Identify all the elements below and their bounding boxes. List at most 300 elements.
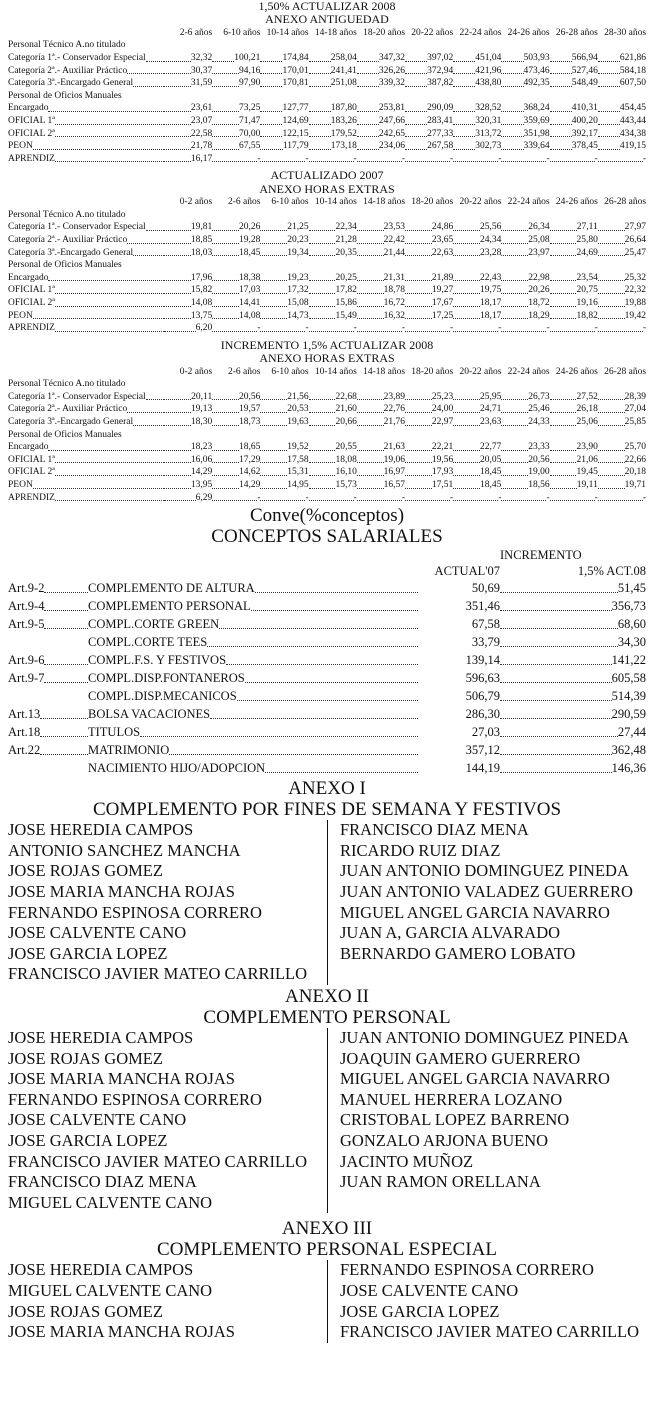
act08-value-cell (500, 687, 646, 705)
cell-value: 17,32 (287, 285, 309, 296)
row-label: Categoría 3ª.-Encargado General (8, 78, 134, 89)
cell-value: 23,90 (576, 442, 598, 453)
cell-value: - (305, 492, 309, 503)
anexo3-title: ANEXO III (281, 1218, 373, 1240)
value-cell (309, 284, 357, 297)
actual-value: 144,19 (465, 761, 500, 776)
cell-value: 25,85 (624, 417, 647, 428)
column-header-label: 26-28 años (555, 27, 598, 38)
value-cell (405, 454, 453, 467)
column-header-label: 22-24 años (507, 366, 550, 377)
cell-value: - (450, 492, 454, 503)
value-cell (453, 322, 501, 335)
section-heading: Personal Técnico A.no titulado (8, 40, 126, 51)
concepts-table (8, 547, 646, 777)
cell-value: 14,08 (239, 310, 261, 321)
concept-name: COMPL.DISP.MECANICOS (88, 689, 237, 704)
cell-value: 16,10 (335, 467, 357, 478)
row-label-cell (8, 466, 164, 479)
value-cell (309, 454, 357, 467)
employee-name: JOSE CALVENTE CANO (8, 1110, 187, 1130)
cell-value: - (498, 323, 502, 334)
value-cell (212, 102, 260, 115)
column-header-label: 18-20 años (411, 366, 454, 377)
cell-value: 359,69 (523, 116, 550, 127)
table-row (8, 441, 646, 454)
cell-value: 25,80 (576, 235, 598, 246)
table-row (8, 52, 646, 65)
cell-value: 451,04 (475, 53, 502, 64)
table-row (8, 492, 646, 505)
cell-value: - (594, 323, 598, 334)
column-header-label: 10-14 años (314, 197, 357, 208)
table-row (8, 140, 646, 153)
cell-value: 15,49 (335, 310, 357, 321)
concept-row (8, 741, 646, 759)
cell-value: 18,85 (190, 235, 213, 246)
employee-name: JOSE MARIA MANCHA ROJAS (8, 1322, 235, 1342)
column-header (212, 27, 260, 40)
actual-value: 33,79 (471, 635, 500, 650)
cell-value: 20,23 (287, 235, 309, 246)
value-cell (260, 284, 308, 297)
cell-value: - (305, 323, 309, 334)
value-cell (260, 247, 308, 260)
concept-name-cell (88, 579, 418, 597)
value-cell (164, 153, 212, 166)
concept-name: BOLSA VACACIONES (88, 707, 211, 722)
col-actual-header: ACTUAL'07 (434, 564, 500, 579)
cell-value: 97,90 (239, 78, 261, 89)
value-cell (260, 140, 308, 153)
cell-value: 17,29 (239, 454, 261, 465)
cell-value: - (594, 153, 598, 164)
employee-name: JOSE CALVENTE CANO (340, 1281, 519, 1301)
anexo1-title: ANEXO I (288, 778, 366, 800)
table-row (8, 128, 646, 141)
column-header-label: 26-28 años (604, 366, 647, 377)
concept-name-cell (88, 741, 418, 759)
value-cell (164, 454, 212, 467)
cell-value: 67,55 (239, 141, 261, 152)
cell-value: 378,45 (571, 141, 598, 152)
article-label: Art.9-6 (8, 653, 45, 668)
value-cell (357, 128, 405, 141)
column-header-label: 26-28 años (604, 197, 647, 208)
table-row (8, 247, 646, 260)
actual-value-cell (418, 597, 500, 615)
value-cell (501, 115, 549, 128)
value-cell (453, 221, 501, 234)
value-cell (550, 441, 598, 454)
cell-value: 20,56 (239, 391, 261, 402)
row-label: OFICIAL 2ª (8, 298, 55, 309)
value-cell (550, 391, 598, 404)
value-cell (598, 466, 646, 479)
cell-value: 241,41 (330, 65, 357, 76)
cell-value: 20,53 (287, 404, 309, 415)
value-cell (453, 140, 501, 153)
value-cell (453, 284, 501, 297)
cell-value: 18,23 (190, 442, 213, 453)
section-heading: Personal de Oficios Manuales (8, 429, 122, 440)
value-cell (453, 416, 501, 429)
value-cell (357, 479, 405, 492)
value-cell (260, 391, 308, 404)
value-cell (501, 322, 549, 335)
cell-value: 19,52 (287, 442, 309, 453)
value-cell (164, 77, 212, 90)
actual-value: 357,12 (465, 743, 500, 758)
employee-name: FRANCISCO JAVIER MATEO CARRILLO (340, 1322, 640, 1342)
concept-row (8, 651, 646, 669)
value-cell (164, 221, 212, 234)
article-cell (8, 723, 88, 741)
act08-value: 356,73 (611, 599, 646, 614)
cell-value: 339,64 (523, 141, 550, 152)
value-cell (357, 403, 405, 416)
employee-name: GONZALO ARJONA BUENO (340, 1131, 549, 1151)
value-cell (309, 102, 357, 115)
table1-title: 1,50% ACTUALIZAR 2008 (258, 0, 396, 13)
cell-value: 21,31 (383, 272, 406, 283)
value-cell (453, 391, 501, 404)
value-cell (260, 153, 308, 166)
cell-value: 21,60 (335, 404, 357, 415)
value-cell (453, 52, 501, 65)
value-cell (405, 221, 453, 234)
cell-value: 18,08 (335, 454, 357, 465)
anexo2-title: ANEXO II (285, 986, 369, 1008)
cell-value: 434,38 (619, 128, 647, 139)
cell-value: 17,25 (431, 310, 454, 321)
cell-value: - (450, 153, 454, 164)
value-cell (453, 65, 501, 78)
cell-value: 17,93 (431, 467, 454, 478)
employee-name: JOSE MARIA MANCHA ROJAS (8, 882, 235, 902)
table-header-row (8, 366, 646, 379)
cell-value: 20,25 (335, 272, 357, 283)
act08-value: 514,39 (611, 689, 646, 704)
value-cell (164, 284, 212, 297)
actual-value-cell (418, 687, 500, 705)
cell-value: 16,06 (190, 454, 213, 465)
cell-value: - (642, 492, 647, 503)
column-header-label: 24-26 años (555, 366, 598, 377)
value-cell (212, 322, 260, 335)
cell-value: - (546, 492, 550, 503)
cell-value: - (401, 153, 406, 164)
value-cell (501, 247, 549, 260)
value-cell (550, 102, 598, 115)
value-cell (405, 140, 453, 153)
row-label-cell (8, 403, 164, 416)
cell-value: - (401, 323, 406, 334)
value-cell (357, 416, 405, 429)
value-cell (260, 322, 308, 335)
value-cell (260, 52, 308, 65)
cell-value: 351,98 (523, 128, 550, 139)
value-cell (598, 221, 646, 234)
cell-value: 31,59 (190, 78, 213, 89)
column-header (164, 27, 212, 40)
cell-value: 22,66 (624, 454, 647, 465)
actual-value: 286,30 (465, 707, 500, 722)
employee-name: JOSE HEREDIA CAMPOS (8, 820, 194, 840)
act08-value-cell (500, 597, 646, 615)
left-name-column (8, 1028, 327, 1213)
value-cell (260, 102, 308, 115)
act08-value: 605,58 (611, 671, 646, 686)
employee-name: JOSE ROJAS GOMEZ (8, 861, 163, 881)
cell-value: 326,26 (378, 65, 406, 76)
act08-value: 34,30 (617, 635, 646, 650)
cell-value: 17,51 (431, 480, 454, 491)
cell-value: 267,58 (427, 141, 454, 152)
value-cell (405, 310, 453, 323)
cell-value: 253,81 (378, 103, 406, 114)
value-cell (212, 492, 260, 505)
cell-value: 20,11 (191, 391, 213, 402)
employee-name: JOSE ROJAS GOMEZ (8, 1048, 163, 1068)
value-cell (260, 65, 308, 78)
row-label: Categoría 2ª.- Auxiliar Práctico (8, 235, 128, 246)
table-row (8, 310, 646, 323)
value-cell (501, 441, 549, 454)
table-row (8, 77, 646, 90)
value-cell (260, 297, 308, 310)
value-cell (309, 77, 357, 90)
cell-value: 14,95 (287, 480, 309, 491)
row-label-cell (8, 284, 164, 297)
cell-value: 25,08 (528, 235, 550, 246)
column-header-label: 24-26 años (555, 197, 598, 208)
value-cell (212, 234, 260, 247)
cell-value: 527,46 (571, 65, 598, 76)
cell-value: 21,76 (383, 417, 406, 428)
concept-name: COMPL.F.S. Y FESTIVOS (88, 653, 227, 668)
cell-value: 19,06 (383, 454, 406, 465)
value-cell (501, 234, 549, 247)
cell-value: 14,73 (287, 310, 309, 321)
cell-value: 6,29 (195, 492, 213, 503)
employee-name: FERNANDO ESPINOSA CORRERO (8, 1089, 262, 1109)
table3-subtitle: ANEXO HORAS EXTRAS (259, 351, 395, 366)
cell-value: 127,77 (282, 103, 309, 114)
value-cell (501, 272, 549, 285)
row-label-cell (8, 128, 164, 141)
value-cell (164, 128, 212, 141)
actual-value: 50,69 (471, 581, 500, 596)
value-cell (309, 52, 357, 65)
column-header-label: 2-6 años (179, 27, 213, 38)
row-label: OFICIAL 1ª (8, 454, 55, 465)
cell-value: 277,33 (427, 128, 454, 139)
article-cell (8, 687, 88, 705)
cell-value: 14,29 (190, 467, 213, 478)
employee-name: FRANCISCO DIAZ MENA (340, 820, 529, 840)
column-header (357, 366, 405, 379)
value-cell (212, 454, 260, 467)
cell-value: 23,61 (190, 103, 213, 114)
actual-value-cell (418, 705, 500, 723)
concept-name: COMPL.CORTE TEES (88, 635, 208, 650)
employee-name: MIGUEL ANGEL GARCIA NAVARRO (340, 902, 610, 922)
cell-value: 6,20 (195, 323, 213, 334)
concept-name-cell (88, 687, 418, 705)
value-cell (453, 441, 501, 454)
article-label: Art.9-7 (8, 671, 45, 686)
row-label: OFICIAL 1ª (8, 285, 55, 296)
article-label: Art.9-5 (8, 617, 45, 632)
value-cell (550, 479, 598, 492)
cell-value: 320,31 (475, 116, 502, 127)
employee-name: ANTONIO SANCHEZ MANCHA (8, 840, 241, 860)
cell-value: 410,31 (571, 103, 598, 114)
value-cell (501, 65, 549, 78)
cell-value: 124,69 (282, 116, 309, 127)
value-cell (357, 140, 405, 153)
act08-value-cell (500, 579, 646, 597)
cell-value: 27,04 (624, 404, 647, 415)
column-header (501, 196, 549, 209)
value-cell (550, 284, 598, 297)
cell-value: 22,42 (383, 235, 406, 246)
cell-value: 18,45 (480, 467, 502, 478)
value-cell (501, 102, 549, 115)
column-header-label: 14-18 años (363, 366, 406, 377)
value-cell (309, 115, 357, 128)
concept-row (8, 723, 646, 741)
section-heading: Personal Técnico A.no titulado (8, 379, 126, 390)
value-cell (598, 479, 646, 492)
cell-value: 25,56 (480, 222, 502, 233)
column-header (260, 366, 308, 379)
employee-name: JOSE MARIA MANCHA ROJAS (8, 1069, 235, 1089)
act08-value-cell (500, 633, 646, 651)
row-label: APRENDIZ (8, 323, 55, 334)
value-cell (598, 441, 646, 454)
cell-value: 14,08 (190, 298, 213, 309)
cell-value: 368,24 (523, 103, 550, 114)
section-heading: Personal Técnico A.no titulado (8, 209, 126, 220)
row-label-cell (8, 140, 164, 153)
cell-value: 18,82 (576, 310, 598, 321)
value-cell (309, 234, 357, 247)
value-cell (405, 441, 453, 454)
cell-value: - (353, 492, 357, 503)
value-cell (260, 115, 308, 128)
value-cell (405, 128, 453, 141)
value-cell (598, 391, 646, 404)
anexo3-subtitle: COMPLEMENTO PERSONAL ESPECIAL (157, 1238, 497, 1260)
value-cell (212, 247, 260, 260)
row-label-cell (8, 247, 164, 260)
act08-value-cell (500, 615, 646, 633)
cell-value: - (546, 153, 550, 164)
value-cell (212, 272, 260, 285)
cell-value: 174,84 (282, 53, 309, 64)
value-cell (453, 466, 501, 479)
cell-value: 17,96 (190, 272, 213, 283)
value-cell (405, 272, 453, 285)
row-label-cell (8, 102, 164, 115)
actual-value-cell (418, 723, 500, 741)
cell-value: 607,50 (619, 78, 647, 89)
table-row (8, 234, 646, 247)
value-cell (357, 102, 405, 115)
employee-name: JUAN ANTONIO DOMINGUEZ PINEDA (340, 861, 629, 881)
employee-name: JUAN RAMON ORELLANA (340, 1172, 541, 1192)
cell-value: 18,78 (383, 285, 406, 296)
value-cell (501, 492, 549, 505)
cell-value: 170,01 (282, 65, 309, 76)
value-cell (212, 441, 260, 454)
employee-name: JOAQUIN GAMERO GUERRERO (340, 1048, 581, 1068)
cell-value: 23,97 (528, 247, 550, 258)
cell-value: 18,65 (239, 442, 261, 453)
cell-value: 19,34 (287, 247, 309, 258)
column-header (164, 196, 212, 209)
value-cell (309, 247, 357, 260)
anexo2-subtitle: COMPLEMENTO PERSONAL (203, 1006, 451, 1028)
column-header (309, 27, 357, 40)
value-cell (357, 297, 405, 310)
cell-value: 438,80 (475, 78, 502, 89)
value-cell (164, 247, 212, 260)
cell-value: 258,04 (330, 53, 357, 64)
value-cell (357, 115, 405, 128)
article-cell (8, 669, 88, 687)
value-cell (357, 322, 405, 335)
left-name-column (8, 1260, 327, 1342)
column-header-label: 28-30 años (604, 27, 647, 38)
cell-value: 392,17 (571, 128, 598, 139)
value-cell (550, 221, 598, 234)
cell-value: 16,32 (383, 310, 406, 321)
employee-name: BERNARDO GAMERO LOBATO (340, 943, 576, 963)
value-cell (212, 284, 260, 297)
cell-value: 419,15 (619, 141, 647, 152)
cell-value: - (498, 153, 502, 164)
column-header (453, 366, 501, 379)
increment-header: INCREMENTO (500, 548, 582, 563)
cell-value: 247,66 (378, 116, 406, 127)
employee-name: JACINTO MUÑOZ (340, 1151, 474, 1171)
anexo2-names (8, 1028, 646, 1213)
cell-value: 21,28 (335, 235, 357, 246)
row-label: OFICIAL 2ª (8, 128, 55, 139)
cell-value: 22,76 (383, 404, 406, 415)
cell-value: 21,63 (383, 442, 406, 453)
cell-value: 70,00 (239, 128, 261, 139)
value-cell (598, 416, 646, 429)
value-cell (405, 416, 453, 429)
actual-value-cell (418, 651, 500, 669)
value-cell (260, 128, 308, 141)
cell-value: 283,41 (427, 116, 454, 127)
article-label: Art.13 (8, 707, 41, 722)
concept-name-cell (88, 723, 418, 741)
cell-value: 328,52 (475, 103, 502, 114)
concepts-subtitle: CONCEPTOS SALARIALES (211, 525, 443, 547)
column-header-label: 24-26 años (507, 27, 550, 38)
value-cell (598, 102, 646, 115)
cell-value: 24,34 (480, 235, 502, 246)
table-row (8, 391, 646, 404)
table-row (8, 153, 646, 166)
cell-value: - (353, 153, 357, 164)
